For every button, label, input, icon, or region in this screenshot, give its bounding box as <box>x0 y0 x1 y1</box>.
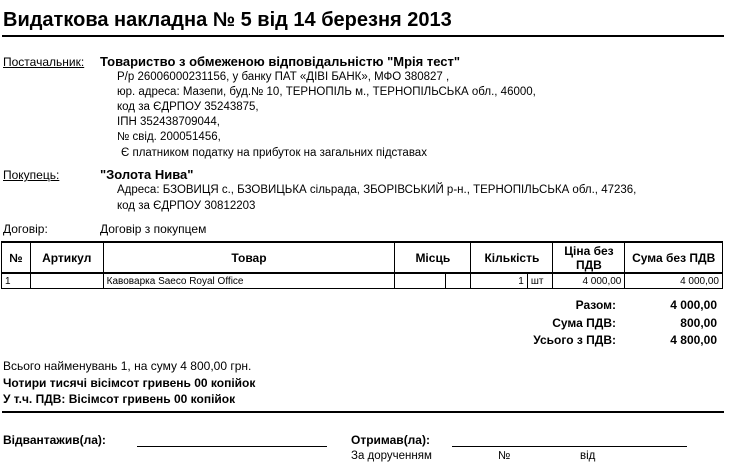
supplier-address: юр. адреса: Мазепи, буд.№ 10, ТЕРНОПІЛЬ м., ТЕРНОПІЛЬСЬКА обл., 46000, <box>117 86 536 98</box>
supplier-label: Постачальник: <box>3 55 85 69</box>
row-unit: шт <box>527 273 553 289</box>
buyer-name: "Золота Нива" <box>100 167 194 182</box>
proxy-number-label: № <box>498 450 511 462</box>
row-number: 1 <box>2 273 31 289</box>
col-header-places: Місць <box>395 242 471 273</box>
table-row <box>2 273 723 289</box>
row-product: Кавоварка Saeco Royal Office <box>103 273 395 289</box>
col-header-price: Ціна без ПДВ <box>553 242 625 273</box>
row-places-extra <box>445 273 471 289</box>
supplier-name: Товариство з обмеженою відповідальністю "Мрія тест" <box>100 54 461 69</box>
supplier-tax-status: Є платником податку на прибуток на загальних підставах <box>121 147 427 159</box>
footer-divider <box>2 411 724 413</box>
shipped-label: Відвантажив(ла): <box>3 433 106 447</box>
shipped-signature-line <box>137 446 327 447</box>
row-quantity: 1 <box>471 273 527 289</box>
vat-value: 800,00 <box>680 316 717 330</box>
buyer-address: Адреса: БЗОВИЦЯ с., БЗОВИЦЬКА сільрада, ЗБОРІВСЬКИЙ р-н., ТЕРНОПІЛЬСЬКА обл., 47236, <box>117 184 637 196</box>
supplier-edrpou: код за ЄДРПОУ 35243875, <box>117 101 259 113</box>
title-divider <box>2 35 724 37</box>
buyer-edrpou: код за ЄДРПОУ 30812203 <box>117 200 256 212</box>
row-article <box>30 273 103 289</box>
col-header-number: № <box>2 242 31 273</box>
table-header-row <box>2 242 723 273</box>
items-table-grid <box>1 241 723 289</box>
supplier-certificate: № свід. 200051456, <box>117 131 221 143</box>
buyer-label: Покупець: <box>3 168 60 182</box>
contract-label: Договір: <box>3 222 48 236</box>
supplier-bank: Р/р 26006000231156, у банку ПАТ «ДІВІ БАНК», МФО 380827 , <box>117 71 450 83</box>
received-signature-line <box>452 446 687 447</box>
vat-label: Сума ПДВ: <box>552 316 616 330</box>
supplier-ipn: ІПН 352438709044, <box>117 116 220 128</box>
col-header-product: Товар <box>103 242 395 273</box>
received-label: Отримав(ла): <box>351 433 430 447</box>
summary-count: Всього найменувань 1, на суму 4 800,00 грн. <box>3 359 252 373</box>
grand-total-label: Усього з ПДВ: <box>533 333 616 347</box>
row-price: 4 000,00 <box>553 273 625 289</box>
summary-amount-words: Чотири тисячі вісімсот гривень 00 копійок <box>3 376 256 390</box>
proxy-label: За дорученням <box>351 450 432 462</box>
proxy-date-label: від <box>580 450 596 462</box>
total-value: 4 000,00 <box>670 298 717 312</box>
row-sum: 4 000,00 <box>625 273 723 289</box>
col-header-quantity: Кількість <box>471 242 553 273</box>
contract-value: Договір з покупцем <box>100 222 207 236</box>
invoice-title: Видаткова накладна № 5 від 14 березня 2013 <box>3 9 452 31</box>
total-label: Разом: <box>575 298 616 312</box>
col-header-sum: Сума без ПДВ <box>625 242 723 273</box>
grand-total-value: 4 800,00 <box>670 333 717 347</box>
summary-vat-words: У т.ч. ПДВ: Вісімсот гривень 00 копійок <box>3 392 236 406</box>
col-header-article: Артикул <box>30 242 103 273</box>
row-places <box>395 273 445 289</box>
